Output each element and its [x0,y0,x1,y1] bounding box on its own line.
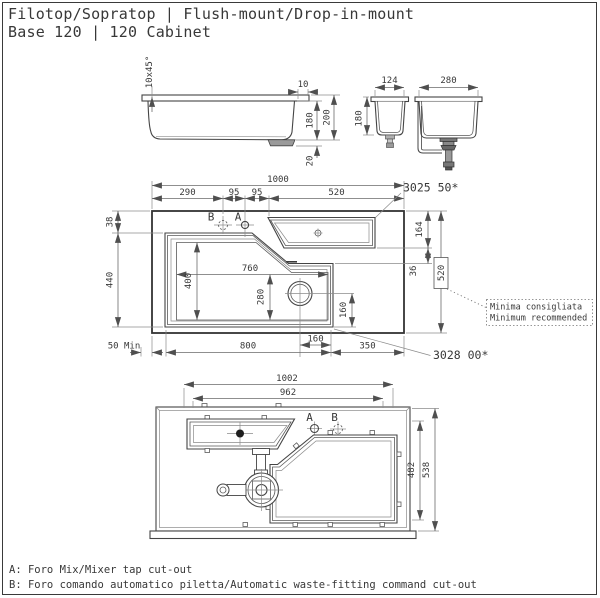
dim-right-inner-depth: 280 [256,288,267,306]
dim-tray-to-bowl: 36 [409,265,419,277]
note-leader [447,289,487,308]
tray-drain-bottom [236,430,244,438]
code-bowl: 3028 00* [433,348,489,362]
dim-overall-width-bottom: 1002 [276,374,298,384]
title-line-1: Filotop/Sopratop | Flush-mount/Drop-in-mount [8,5,415,23]
dim-bowl-depth: 180 [305,112,316,129]
title-line-2: Base 120 | 120 Cabinet [8,23,212,41]
dim-total-height: 200 [322,109,333,126]
dim-a-to-tray: 95 [251,188,263,198]
chamfer-label: 10x45° [145,55,155,89]
dim-drain-x: 160 [307,334,324,345]
section-main-bowl [415,76,482,170]
dim-overall-width: 1000 [267,175,289,185]
dim-base-width: 962 [279,388,297,398]
side-profile-view [142,56,340,167]
dim-right-margin: 350 [359,341,376,352]
main-bowl-outline [419,102,478,139]
marker-b-label: B [331,411,338,424]
code-tray: 3025 50* [403,180,459,195]
dim-top-to-bowl: 38 [105,216,116,228]
dim-tray-width: 520 [328,188,345,198]
dim-overall-depth-bottom: 538 [422,461,432,479]
dim-main-bowl-width: 280 [440,76,457,86]
sink-body-profile [148,101,295,140]
dim-left-to-b: 290 [179,188,196,198]
bottom-view [150,374,439,539]
plan-view [106,175,593,362]
drain-boss-profile [268,140,295,146]
footnote-a: A: Foro Mix/Mixer tap cut-out [9,564,193,576]
note-line-2: Minimum recommended [490,313,588,324]
dim-min-clearance: 50 Min [107,341,141,352]
sink-rim-profile [142,95,309,101]
dim-tray-depth: 164 [415,221,425,238]
marker-a-label: A [306,411,313,424]
waste-outlet-pipe [227,485,246,496]
dim-overall-depth: 520 [437,264,447,282]
marker-b-label: B [207,210,215,224]
footnote-b: B: Foro comando automatico piletta/Automatic waste-fitting command cut-out [9,579,477,591]
dim-b-to-a: 95 [228,188,240,198]
dim-drain-y: 160 [339,301,349,319]
dim-base-depth: 482 [407,461,417,479]
dim-bowl-cut-width: 800 [239,341,257,352]
dim-inner-depth: 400 [184,272,194,290]
section-small-bowl [355,76,409,148]
dim-inner-width: 760 [241,264,259,274]
dim-small-bowl-width: 124 [381,76,398,86]
small-bowl-waste [386,135,395,139]
dim-small-bowl-depth: 180 [354,110,365,127]
note-line-1: Minima consigliata [490,302,583,313]
dim-rim-overhang: 10 [297,80,309,90]
dim-bowl-cut-depth: 440 [105,271,116,289]
dim-drain-height: 20 [305,155,316,167]
marker-a-label: A [234,210,242,224]
front-rim-band [150,531,416,539]
